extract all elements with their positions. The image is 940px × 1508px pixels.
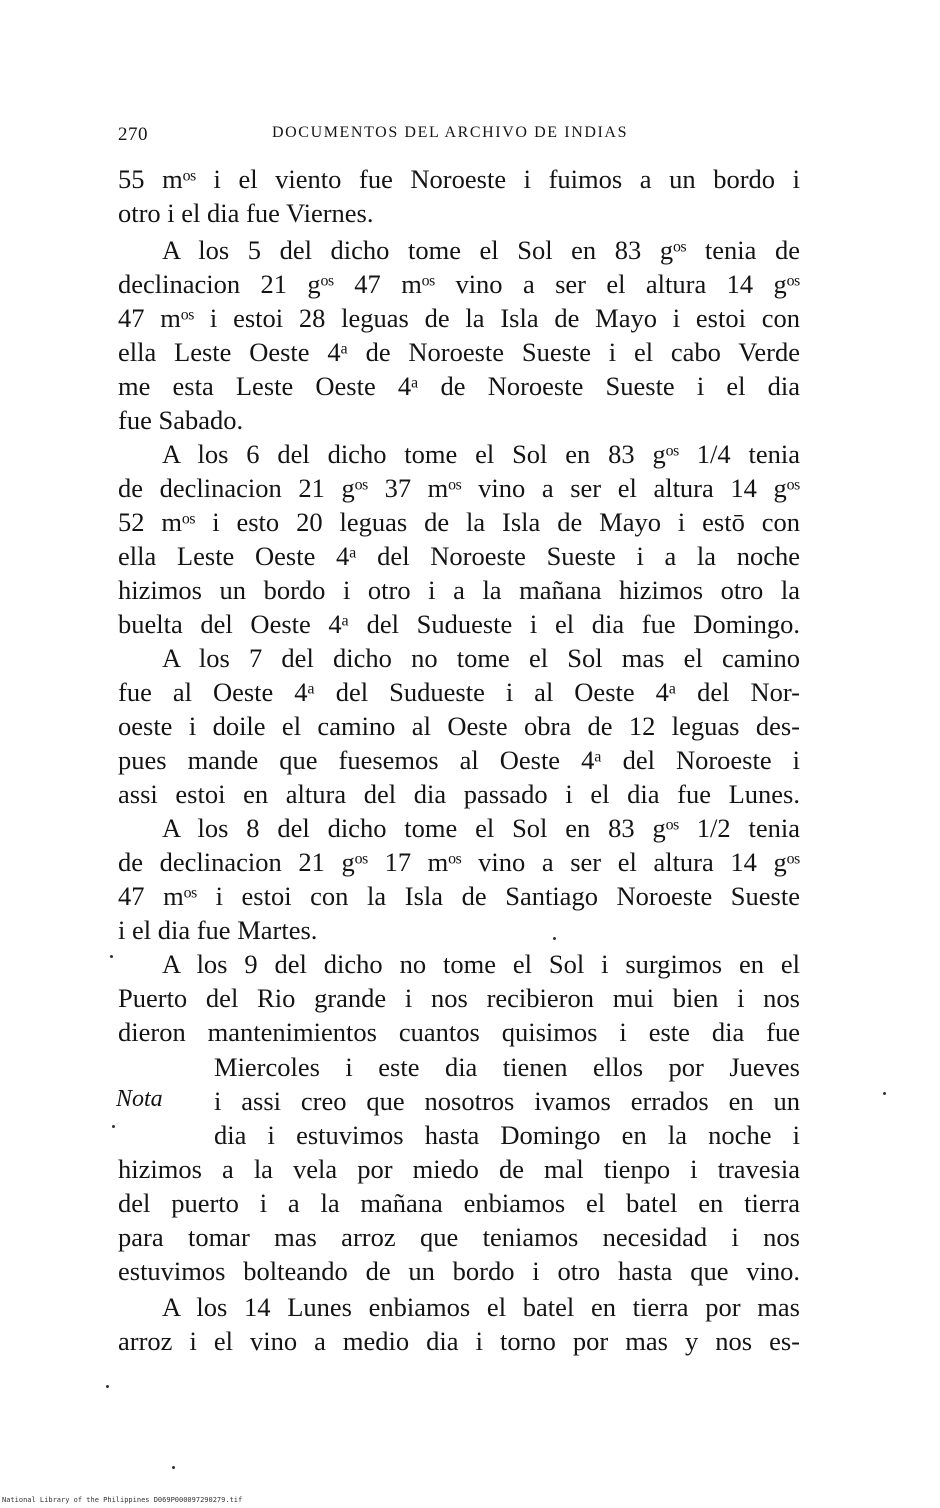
text-line: para tomar mas arroz que teniamos necesidad i nos	[118, 1222, 800, 1252]
text-line: otro i el dia fue Viernes.	[118, 198, 374, 228]
text-line: 47 mᵒˢ i estoi 28 leguas de la Isla de Mayo i estoi con	[118, 303, 800, 333]
margin-note: Nota	[116, 1086, 163, 1112]
text-line: A los 5 del dicho tome el Sol en 83 gᵒˢ tenia de	[162, 235, 800, 265]
scan-speck	[172, 1466, 175, 1469]
text-line: A los 6 del dicho tome el Sol en 83 gᵒˢ 1/4 tenia	[162, 439, 800, 469]
text-line: pues mande que fuesemos al Oeste 4ᵃ del Noroeste i	[118, 745, 800, 775]
text-line: del puerto i a la mañana enbiamos el batel en tierra	[118, 1188, 800, 1218]
text-line: hizimos un bordo i otro i a la mañana hizimos otro la	[118, 575, 800, 605]
text-line: A los 7 del dicho no tome el Sol mas el camino	[162, 643, 800, 673]
text-line: 47 mᵒˢ i estoi con la Isla de Santiago Noroeste Sueste	[118, 881, 800, 911]
text-line: me esta Leste Oeste 4ᵃ de Noroeste Sueste i el dia	[118, 371, 800, 401]
scan-speck	[112, 1125, 115, 1128]
text-line: hizimos a la vela por miedo de mal tienpo i travesia	[118, 1154, 800, 1184]
text-line: ella Leste Oeste 4ᵃ de Noroeste Sueste i el cabo Verde	[118, 337, 800, 367]
text-line: dia i estuvimos hasta Domingo en la noche i	[214, 1120, 800, 1150]
text-line: de declinacion 21 gᵒˢ 17 mᵒˢ vino a ser el altura 14 gᵒˢ	[118, 847, 800, 877]
text-line: de declinacion 21 gᵒˢ 37 mᵒˢ vino a ser el altura 14 gᵒˢ	[118, 473, 800, 503]
text-line: i el dia fue Martes.	[118, 915, 318, 945]
scan-footer: National Library of the Philippines D069P000097290279.tif	[2, 1496, 243, 1504]
text-line: dieron mantenimientos cuantos quisimos i este dia fue	[118, 1017, 800, 1047]
text-line: A los 14 Lunes enbiamos el batel en tierra por mas	[162, 1292, 800, 1322]
text-line: 55 mᵒˢ i el viento fue Noroeste i fuimos a un bordo i	[118, 164, 800, 194]
text-line: declinacion 21 gᵒˢ 47 mᵒˢ vino a ser el altura 14 gᵒˢ	[118, 269, 800, 299]
text-line: buelta del Oeste 4ᵃ del Sudueste i el dia fue Domingo.	[118, 609, 800, 639]
text-line: arroz i el vino a medio dia i torno por mas y nos es-	[118, 1326, 800, 1356]
text-line: fue Sabado.	[118, 405, 244, 435]
text-line: oeste i doile el camino al Oeste obra de 12 leguas des-	[118, 711, 800, 741]
scan-speck	[553, 937, 556, 940]
text-line: Puerto del Rio grande i nos recibieron mui bien i nos	[118, 983, 800, 1013]
text-line: fue al Oeste 4ᵃ del Sudueste i al Oeste 4ᵃ del Nor-	[118, 677, 800, 707]
scan-speck	[883, 1092, 886, 1095]
text-line: assi estoi en altura del dia passado i el dia fue Lunes.	[118, 779, 800, 809]
text-line: i assi creo que nosotros ivamos errados en un	[214, 1086, 800, 1116]
text-line: A los 9 del dicho no tome el Sol i surgimos en el	[162, 949, 800, 979]
text-line: Miercoles i este dia tienen ellos por Jueves	[214, 1052, 800, 1082]
text-line: ella Leste Oeste 4ᵃ del Noroeste Sueste i a la noche	[118, 541, 800, 571]
scan-speck	[110, 955, 113, 958]
text-line: A los 8 del dicho tome el Sol en 83 gᵒˢ 1/2 tenia	[162, 813, 800, 843]
running-head: DOCUMENTOS DEL ARCHIVO DE INDIAS	[272, 124, 629, 141]
text-line: 52 mᵒˢ i esto 20 leguas de la Isla de Mayo i estō con	[118, 507, 800, 537]
text-line: estuvimos bolteando de un bordo i otro hasta que vino.	[118, 1256, 800, 1286]
scan-speck	[106, 1385, 109, 1388]
page-number: 270	[118, 124, 148, 145]
